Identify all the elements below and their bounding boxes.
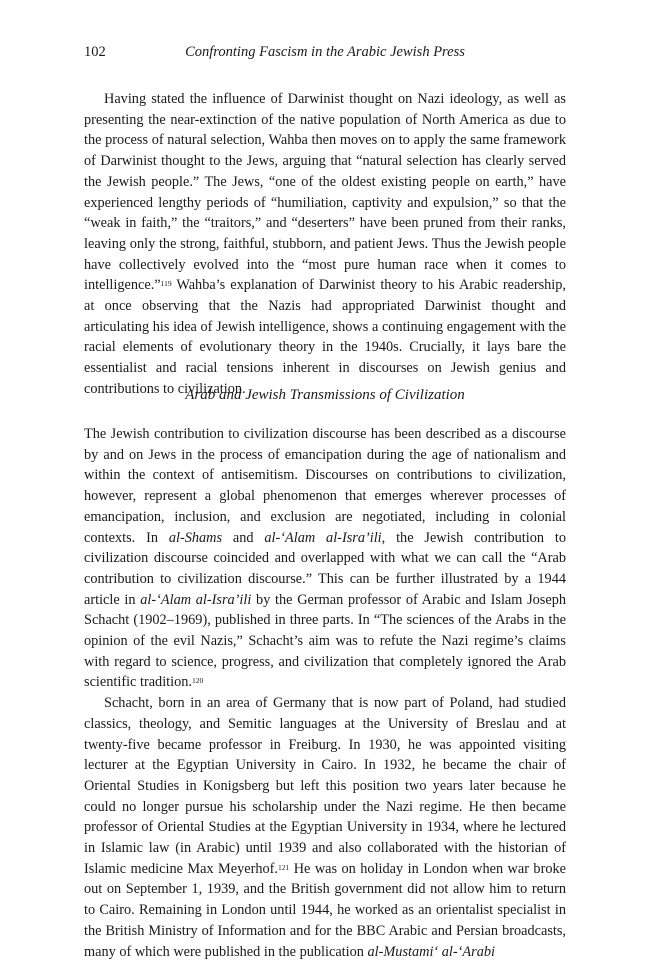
paragraph-2-text-1: The Jewish contribution to civilization discourse has been described as a discourse by and on Jews in the process of emancipation during the age of nationalism and within the context of antisemitism. Discourses on contributions to civilization, however, represent a global phenomenon that emerges wherever processes of emancipation, inclusion, and exclusion are negotiated, including in colonial contexts. In (84, 426, 566, 546)
footnote-marker-121: 121 (278, 862, 290, 872)
text-block-1 (84, 89, 566, 400)
paragraph-3-italic-1: al-Mustami‘ al-‘Arabi (367, 943, 495, 960)
page-number: 102 (84, 44, 106, 60)
paragraph-3 (84, 693, 566, 962)
footnote-marker-119: 119 (160, 279, 172, 289)
section-heading: Arab and Jewish Transmissions of Civilization (185, 387, 465, 403)
running-head (84, 44, 566, 66)
paragraph-2-text-4: by the German professor of Arabic and Islam Joseph Schacht (1902–1969), published in three parts. In “The sciences of the Arabs in the opinion of the evil Nazis,” Schacht’s aim was to refute the Nazi regime’s claims with regard to science, progress, and civilization that completely ignored the Arab scientific tradition. (84, 591, 566, 691)
footnote-marker-120: 120 (192, 676, 204, 686)
paragraph-2-italic-1: al-Shams (168, 529, 223, 546)
paragraph-1-text-2: Wahba’s explanation of Darwinist theory to his Arabic readership, at once observing that the Nazis had appropriated Darwinist thought and articulating his idea of Jewish intelligence, shows a continuing engagement with the racial elements of evolutionary theory in the 1940s. Crucially, it lays bare the essentialist and racial tensions inherent in discourses on Jewish genius and contributions to civilization. (84, 277, 566, 397)
paragraph-2-italic-2: al-‘Alam al-Isra’ili (264, 529, 382, 546)
paragraph-2-italic-3: al-‘Alam al-Isra’ili (140, 591, 252, 608)
running-title: Confronting Fascism in the Arabic Jewish Press (185, 44, 465, 60)
text-block-2 (84, 424, 566, 962)
paragraph-2-text-3: , the Jewish contribution to civilization discourse coincided and overlapped with what we can call the “Arab contribution to civilization discourse.” This can be further illustrated by a 1944 article in (84, 529, 567, 608)
paragraph-1-text-1: Having stated the influence of Darwinist thought on Nazi ideology, as well as presenting the near-extinction of the native population of North America as due to the process of natural selection, Wahba then moves on to apply the same framework of Darwinist thought to the Jews, arguing that “natural selection has clearly served the Jewish people.” The Jews, “one of the oldest existing people on earth,” have experienced lengthy periods of “humiliation, captivity and expulsion,” so that the “weak in faith,” the “traitors,” and “deserters” have been pruned from their ranks, leaving only the strong, faithful, stubborn, and patient Jews. Thus the Jewish people have collectively evolved into the “most pure human race when it comes to intelligence.” (84, 91, 566, 294)
paragraph-2 (84, 424, 566, 693)
paragraph-1 (84, 89, 566, 400)
paragraph-3-text-2: He was on holiday in London when war broke out on September 1, 1939, and the British government did not allow him to return to Cairo. Remaining in London until 1944, he worked as an orientalist specialist in the British Ministry of Information and for the BBC Arabic and Persian broadcasts, many of which were published in the publication (84, 860, 566, 960)
paragraph-2-text-2: and (222, 529, 265, 546)
paragraph-3-text-1: Schacht, born in an area of Germany that is now part of Poland, had studied classics, theology, and Semitic languages at the University of Breslau and at twenty-five became professor in Freiburg. In 1930, he was appointed visiting lecturer at the Egyptian University in Cairo. In 1932, he became the chair of Oriental Studies in Konigsberg but left this position two years later because he could no longer pursue his scholarship under the Nazi regime. He then became professor of Oriental Studies at the Egyptian University in 1934, where he lectured in Islamic law (in Arabic) until 1939 and also collaborated with the historian of Islamic medicine Max Meyerhof. (84, 695, 566, 877)
